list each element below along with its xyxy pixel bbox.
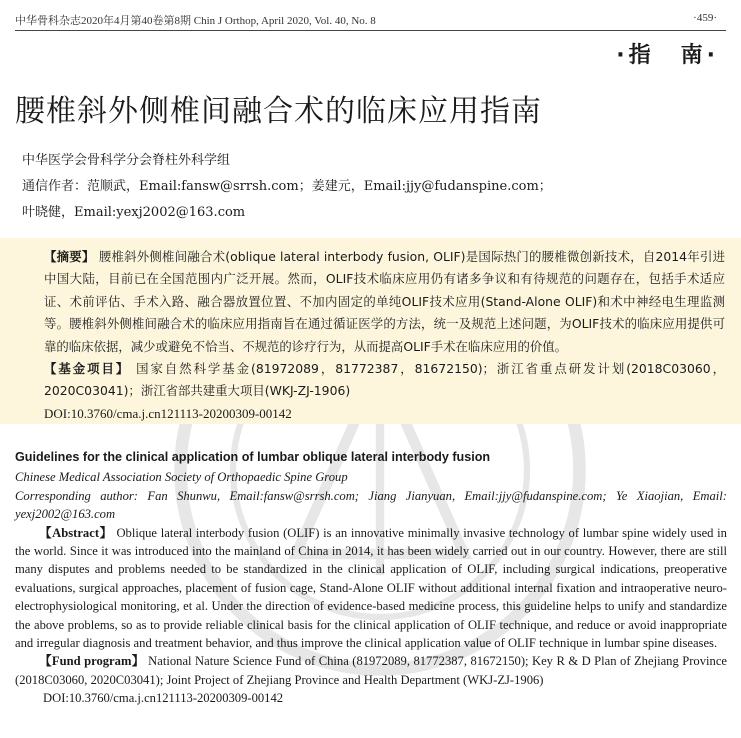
corresponding-line-2: 叶晓健，Email:yexj2002@163.com xyxy=(22,205,246,220)
fund-cn-text: 国家自然科学基金(81972089，81772387，81672150)；浙江省重点研发计划(2018C03060，2020C03041)；浙江省部共建重大项目(WKJ-ZJ-1906) xyxy=(44,361,725,399)
fund-cn-label: 【基金项目】 xyxy=(44,361,131,377)
abstract-en-label: 【Abstract】 xyxy=(39,525,113,540)
doi-en: DOI:10.3760/cma.j.cn121113-20200309-00142 xyxy=(43,691,284,706)
corresponding-en: Corresponding author: Fan Shunwu, Email:fansw@srrsh.com; Jiang Jianyuan, Email:jjy@fudanspine.com; Ye Xiaojian, Email: yexj2002@163.com xyxy=(15,488,727,522)
fund-en-text: National Nature Science Fund of China (81972089, 81772387, 81672150); Key R & D Plan of Zhejiang Province (2018C03060, 2020C03041); Joint Project of Zhejiang Province and Health Department (WKJ-ZJ-1906) xyxy=(15,654,727,687)
authors-cn xyxy=(22,148,552,226)
fund-en-label: 【Fund program】 xyxy=(39,654,145,669)
fund-cn xyxy=(16,358,725,403)
fund-en xyxy=(15,652,727,689)
abstract-en xyxy=(15,524,727,653)
paper-title-en: Guidelines for the clinical application of lumbar oblique lateral interbody fusion xyxy=(15,450,491,464)
page-number: ·459· xyxy=(693,12,717,24)
abstract-cn xyxy=(16,246,725,358)
abstract-en-text: Oblique lateral interbody fusion (OLIF) is an innovative minimally invasive technology of lumbar spine widely used in the world. Since it was introduced into the mainland of China in 2014, it has been widely carried out in our country. However, there are still many disputes and problems needed to be standardized in the clinical application of OLIF, including surgical indications, preoperative evaluations, surgical approaches, placement of fusion cage, Stand-Alone OLIF without additional internal fixation and intraoperative neuro-electrophysiological monitoring, et al. Under the direction of evidence-based medicine process, this guideline helps to unify and standardize the above problems, so as to provide reliable clinical basis for the clinical application of OLIF technique, and reduce or avoid inappropriate and irregular diagnosis and treatment behavior, and thus improve the clinical application value of OLIF technique in lumbar spine diseases. xyxy=(15,525,727,651)
author-org-cn: 中华医学会骨科学分会脊柱外科学组 xyxy=(22,153,231,168)
header-rule xyxy=(15,30,726,31)
abstract-cn-box xyxy=(0,238,741,424)
english-section xyxy=(15,448,727,708)
section-tag: ·指 南· xyxy=(616,43,719,68)
abstract-cn-text: 腰椎斜外侧椎间融合术(oblique lateral interbody fusion, OLIF)是国际热门的腰椎微创新技术，自2014年引进中国大陆，目前已在全国范围内广泛开展。然而，OLIF技术临床应用仍有诸多争议和有待规范的问题存在，包括手术适应证、术前评估、手术入路、融合器放置位置、不加内固定的单纯OLIF技术应用(Stand-Alone OLIF)和术中神经电生理监测等。腰椎斜外侧椎间融合术的临床应用指南旨在通过循证医学的方法，统一及规范上述问题，为OLIF技术的临床应用提供可靠的临床依据，减少或避免不恰当、不规范的诊疗行为，从而提高OLIF手术在临床应用的价值。 xyxy=(44,249,725,354)
journal-header: 中华骨科杂志2020年4月第40卷第8期 Chin J Orthop, April 2020, Vol. 40, No. 8 xyxy=(15,15,376,27)
abstract-cn-label: 【摘要】 xyxy=(44,249,95,264)
doi-cn: DOI:10.3760/cma.j.cn121113-20200309-00142 xyxy=(44,405,292,421)
corresponding-line-1: 通信作者：范顺武，Email:fansw@srrsh.com；姜建元，Email:jjy@fudanspine.com； xyxy=(22,179,552,194)
paper-title-cn: 腰椎斜外侧椎间融合术的临床应用指南 xyxy=(15,94,542,129)
author-org-en: Chinese Medical Association Society of Orthopaedic Spine Group xyxy=(15,470,348,485)
